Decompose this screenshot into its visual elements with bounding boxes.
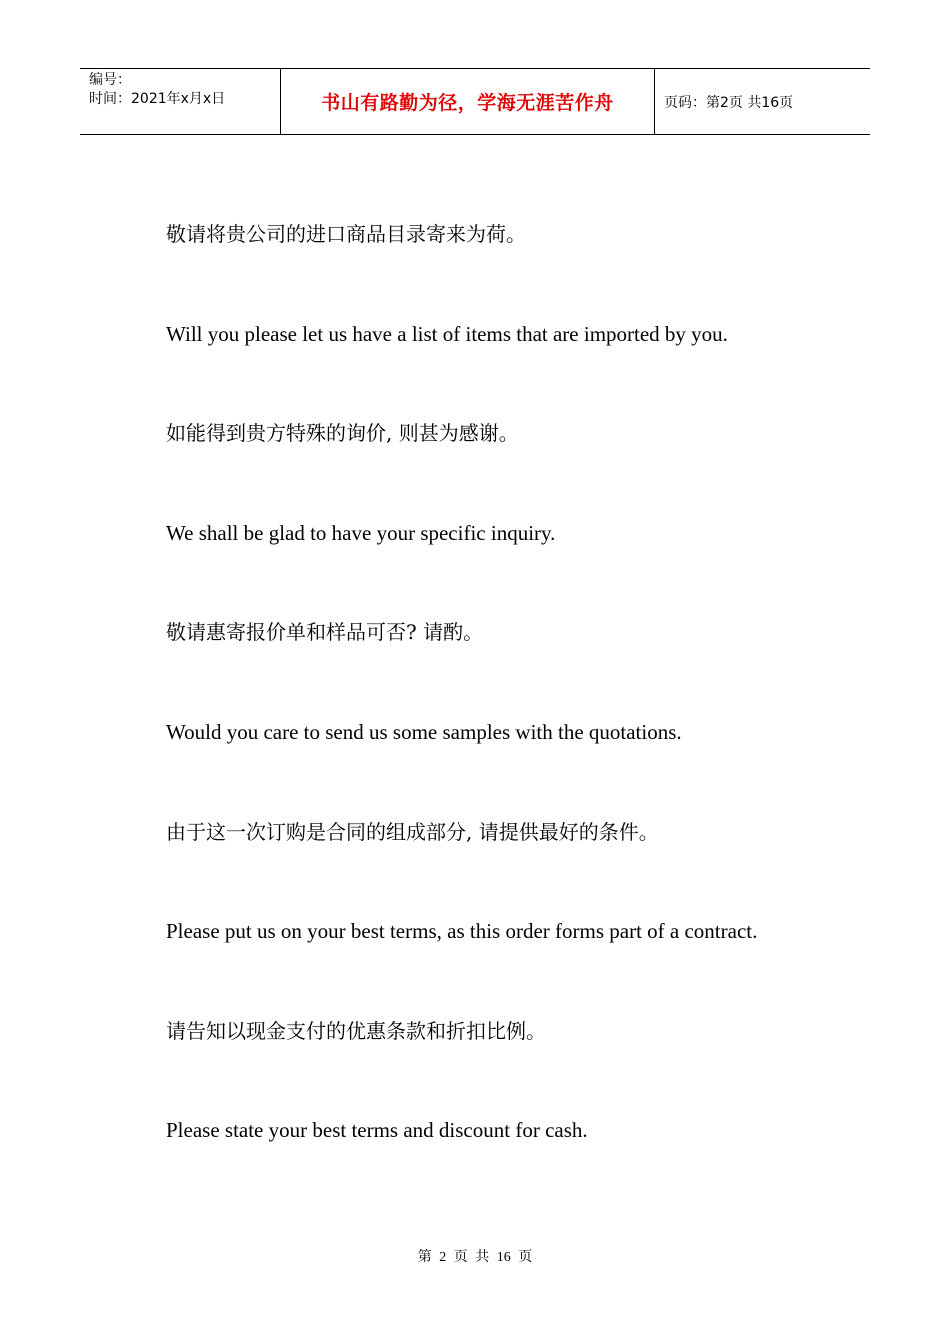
document-body bbox=[166, 218, 886, 1214]
text-line-zh: 敬请将贵公司的进口商品目录寄来为荷。 bbox=[166, 222, 526, 246]
time-label: 时间：2021年x月x日 bbox=[89, 91, 226, 107]
text-line-en: Will you please let us have a list of items that are imported by you. bbox=[166, 321, 728, 346]
text-line-en: Please put us on your best terms, as this order forms part of a contract. bbox=[166, 919, 758, 944]
text-line-en: Please state your best terms and discount for cash. bbox=[166, 1118, 588, 1143]
header-meta bbox=[80, 69, 281, 134]
text-line-en: Would you care to send us some samples with the quotations. bbox=[166, 719, 682, 744]
page-footer: 第 2 页 共 16 页 bbox=[417, 1250, 533, 1265]
text-line-zh: 如能得到贵方特殊的询价, 则甚为感谢。 bbox=[166, 421, 519, 446]
text-line-zh: 请告知以现金支付的优惠条款和折扣比例。 bbox=[166, 1018, 546, 1043]
header-motto: 书山有路勤为径，学海无涯苦作舟 bbox=[281, 69, 655, 134]
text-line-zh: 由于这一次订购是合同的组成部分, 请提供最好的条件。 bbox=[166, 819, 659, 844]
number-label: 编号： bbox=[89, 72, 131, 88]
text-line-en: We shall be glad to have your specific inquiry. bbox=[166, 520, 556, 545]
page-header bbox=[80, 68, 870, 135]
header-page-code: 页码：第2页 共16页 bbox=[664, 94, 794, 111]
text-line-zh: 敬请惠寄报价单和样品可否? 请酌。 bbox=[166, 620, 484, 645]
